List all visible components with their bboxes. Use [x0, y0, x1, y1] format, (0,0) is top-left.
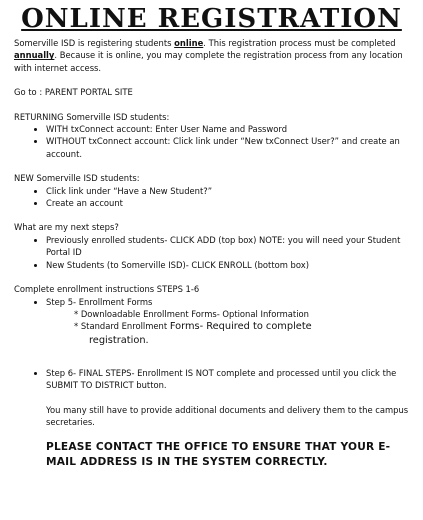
page-title: ONLINE REGISTRATION — [21, 4, 402, 34]
step6-list — [14, 367, 409, 392]
complete-heading: Complete enrollment instructions STEPS 1-6 — [14, 284, 200, 295]
list-item: • Create an account — [46, 197, 409, 209]
goto-line: Go to : PARENT PORTAL SITE — [14, 87, 133, 98]
list-item: • Previously enrolled students- CLICK ADD (top box) NOTE: you will need your Student Portal ID — [46, 234, 409, 259]
intro-emphasis-annually: annually — [14, 50, 55, 61]
intro-text-3: . Because it is online, you may complete the registration process from any location with internet access. — [14, 50, 403, 73]
returning-list — [14, 123, 409, 160]
list-item: • Step 5- Enrollment Forms — [46, 296, 409, 308]
returning-heading: RETURNING Somerville ISD students: — [14, 111, 170, 122]
step5-sub-item-required — [14, 320, 409, 333]
step5-sub-text-c: registration. — [89, 334, 149, 346]
list-item: • Step 6- FINAL STEPS- Enrollment IS NOT complete and processed until you click the SUBMIT TO DISTRICT button. — [46, 367, 409, 392]
intro-emphasis-online: online — [174, 38, 204, 48]
list-item: • Click link under “Have a New Student?” — [46, 185, 409, 197]
step5-sub-text-a: * Standard Enrollment — [74, 321, 170, 332]
list-item: • WITHOUT txConnect account: Click link under “New txConnect User?” and create an account. — [46, 135, 409, 160]
next-steps-list — [14, 234, 409, 271]
intro-text-2: . This registration process must be completed — [203, 38, 396, 48]
list-item: • New Students (to Somerville ISD)- CLICK ENROLL (bottom box) — [46, 259, 409, 271]
contact-notice: PLEASE CONTACT THE OFFICE TO ENSURE THAT YOUR E-MAIL ADDRESS IS IN THE SYSTEM CORRECTLY. — [46, 441, 391, 468]
new-students-heading: NEW Somerville ISD students: — [14, 173, 140, 184]
intro-paragraph — [14, 37, 409, 74]
new-students-list — [14, 185, 409, 210]
list-item: • WITH txConnect account: Enter User Name and Password — [46, 123, 409, 135]
step5-sub-text-b: Forms- Required to complete — [169, 321, 312, 333]
complete-list — [14, 296, 409, 308]
next-steps-heading: What are my next steps? — [14, 222, 119, 233]
step5-sub-item-optional: * Downloadable Enrollment Forms- Optional Information — [74, 308, 309, 319]
intro-text-1: Somerville ISD is registering students — [14, 38, 175, 48]
additional-documents-note: You many still have to provide additional documents and delivery them to the campus secretaries. — [46, 404, 409, 427]
